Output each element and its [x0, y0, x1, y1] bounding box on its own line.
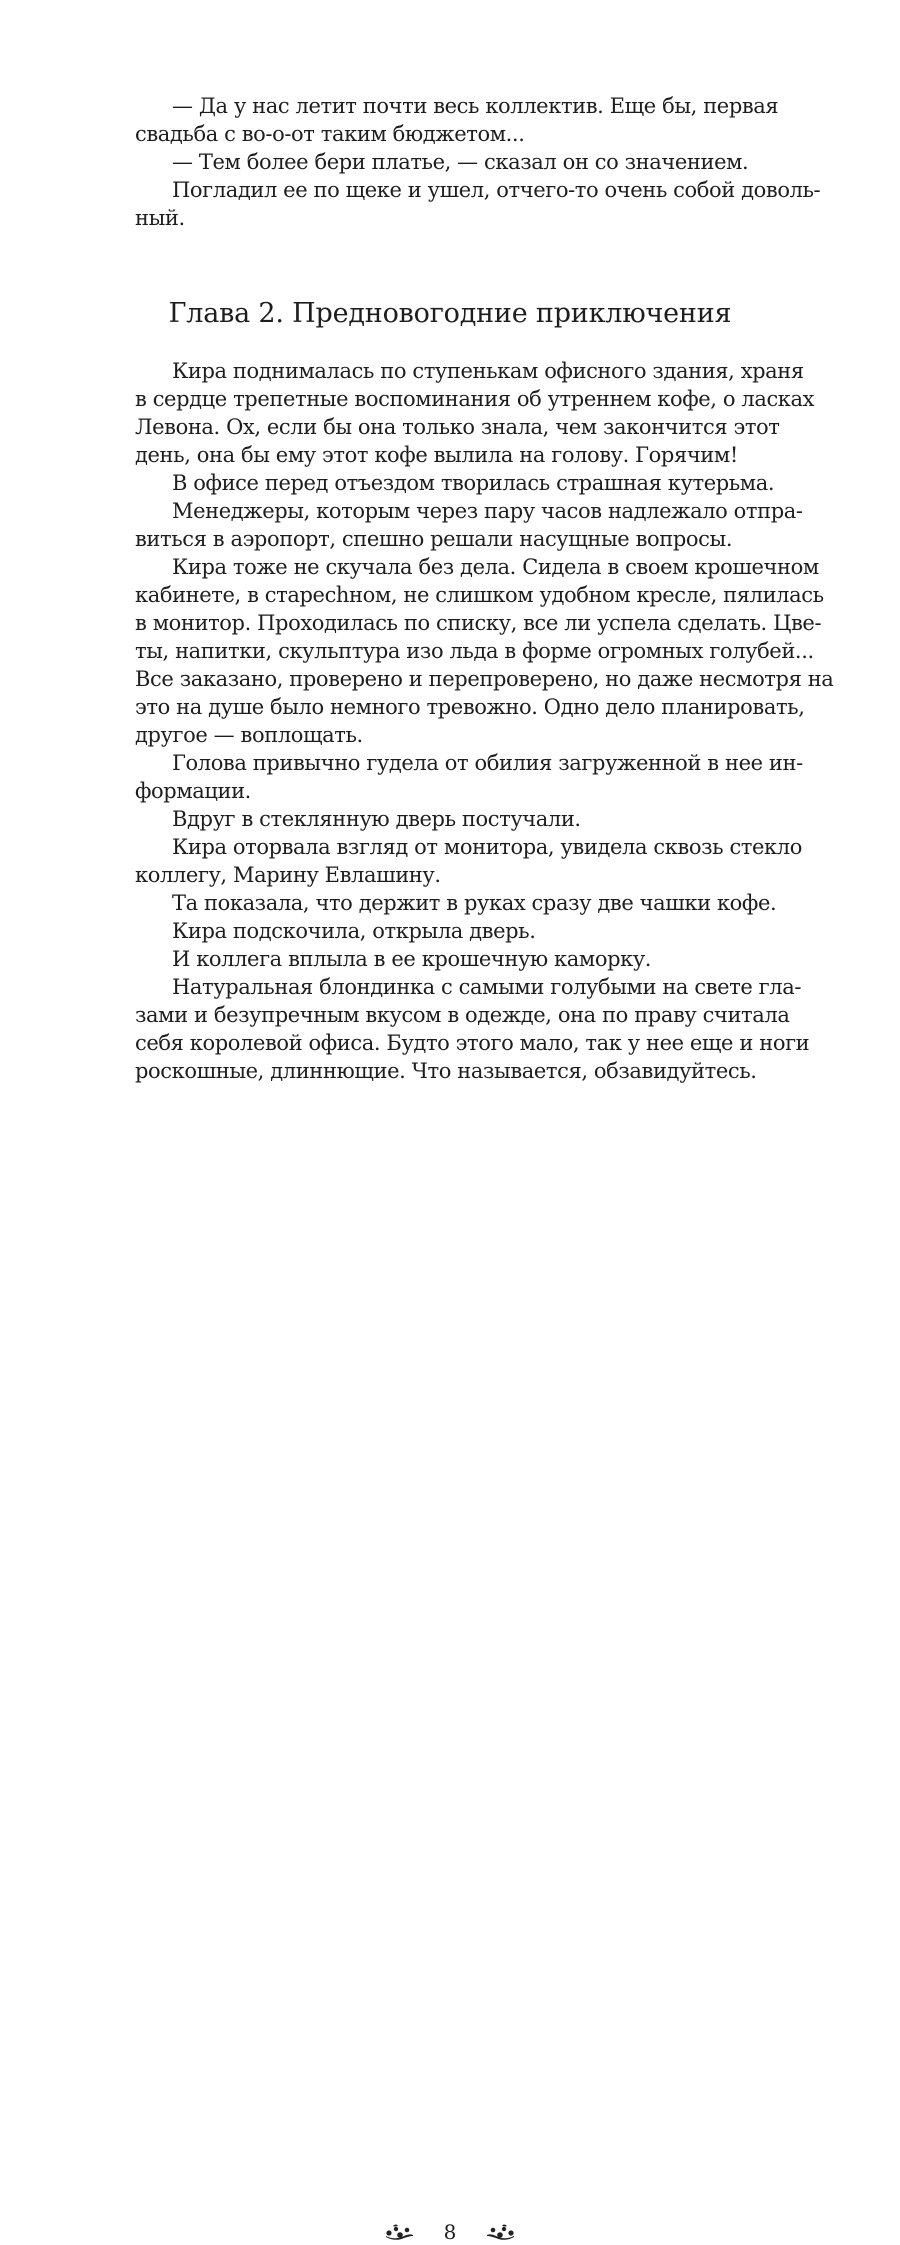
- text-line: Кира поднималась по ступенькам офисного здания, храня: [172, 359, 804, 383]
- text-line: кабинете, в старechном, не слишком удобном кресле, пялилась: [135, 583, 824, 607]
- text-line: Погладил ее по щеке и ушел, отчего-то очень собой доволь-: [172, 178, 821, 202]
- text-line: виться в аэропорт, спешно решали насущные вопросы.: [135, 527, 733, 551]
- text-line: зами и безупречным вкусом в одежде, она по праву считала: [135, 1003, 790, 1027]
- text-line: Все заказано, проверено и перепроверено, но даже несмотря на: [135, 667, 834, 691]
- text-line: это на душе было немного тревожно. Одно дело планировать,: [135, 695, 805, 719]
- text-line: Кира тоже не скучала без дела. Сидела в своем крошечном: [172, 555, 819, 579]
- text-line: И коллега вплыла в ее крошечную каморку.: [172, 947, 652, 971]
- text-line: в сердце трепетные воспоминания об утреннем кофе, о ласках: [135, 387, 815, 411]
- text-line: Та показала, что держит в руках сразу две чашки кофе.: [172, 891, 777, 915]
- chapter-title: Глава 2. Предновогодние приключения: [168, 298, 732, 329]
- text-line: ный.: [135, 206, 185, 230]
- text-line: ты, напитки, скульптура изо льда в форме огромных голубей...: [135, 639, 814, 663]
- text-line: другое — воплощать.: [135, 723, 363, 747]
- text-line: в монитор. Проходилась по списку, все ли успела сделать. Цве-: [135, 611, 822, 635]
- text-line: день, она бы ему этот кофе вылила на голову. Горячим!: [135, 443, 738, 467]
- text-line: Вдруг в стеклянную дверь постучали.: [172, 807, 581, 831]
- text-line: свадьба с во-о-от таким бюджетом...: [135, 122, 525, 146]
- text-line: Голова привычно гудела от обилия загруженной в нее ин-: [172, 751, 803, 775]
- text-line: В офисе перед отъездом творилась страшная кутерьма.: [172, 471, 775, 495]
- text-line: — Тем более бери платье, — сказал он со значением.: [172, 150, 749, 174]
- floral-ornament-icon: [486, 2223, 516, 2241]
- text-line: — Да у нас летит почти весь коллектив. Еще бы, первая: [172, 94, 779, 118]
- text-line: себя королевой офиса. Будто этого мало, так у нее еще и ноги: [135, 1031, 810, 1055]
- page-footer: [0, 1109, 900, 2244]
- text-line: Натуральная блондинка с самыми голубыми на свете гла-: [172, 975, 802, 999]
- text-line: коллегу, Марину Евлашину.: [135, 863, 441, 887]
- text-line: Менеджеры, которым через пару часов надлежало отпра-: [172, 499, 803, 523]
- page-number: 8: [443, 2220, 457, 2244]
- text-line: роскошные, длиннющие. Что называется, обзавидуйтесь.: [135, 1059, 757, 1083]
- floral-ornament-icon: [384, 2223, 414, 2241]
- text-line: формации.: [135, 779, 251, 803]
- text-line: Кира оторвала взгляд от монитора, увидела сквозь стекло: [172, 835, 802, 859]
- text-line: Левона. Ох, если бы она только знала, чем закончится этот: [135, 415, 780, 439]
- text-line: Кира подскочила, открыла дверь.: [172, 919, 536, 943]
